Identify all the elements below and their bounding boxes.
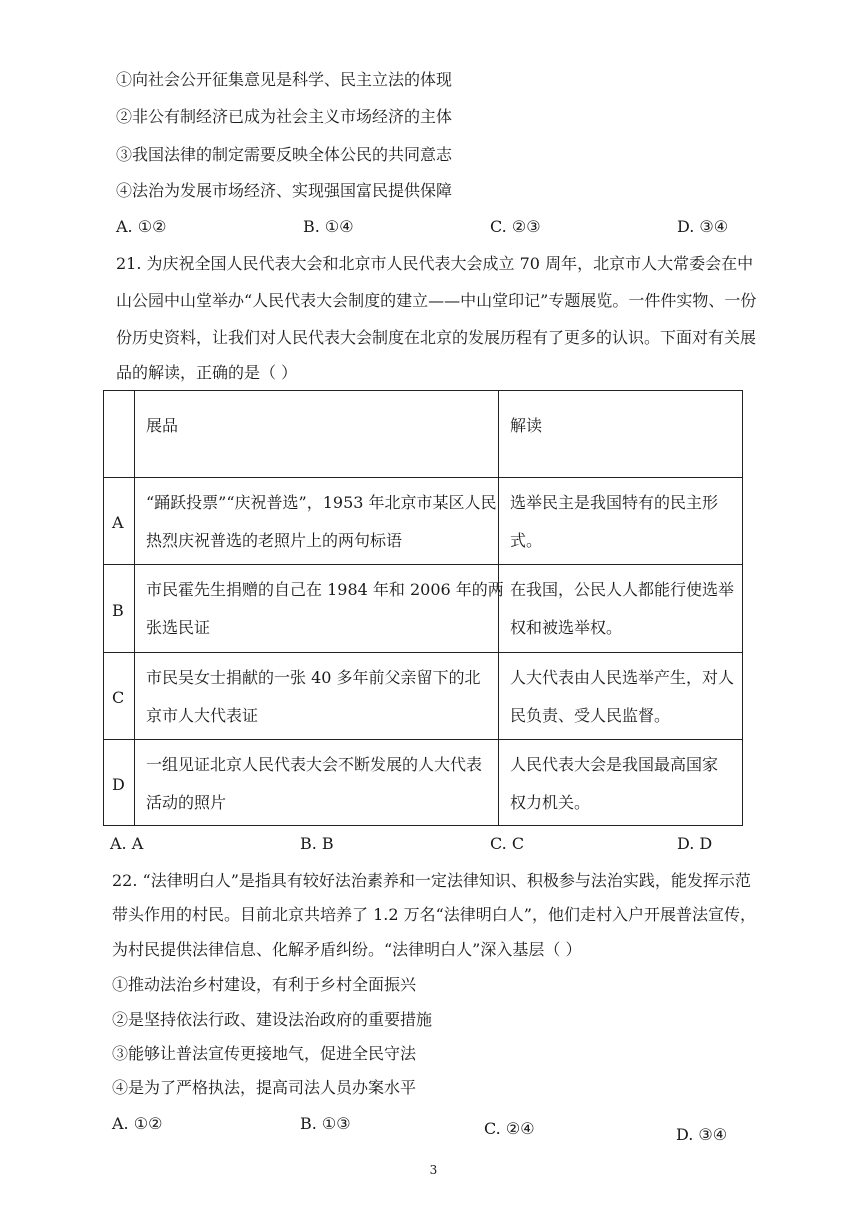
q22-item-4: ④是为了严格执法，提高司法人员办案水平 (112, 1078, 417, 1097)
table-header-reading: 解读 (510, 416, 543, 435)
q22-option-a: A. ①② (112, 1114, 163, 1133)
q21-stem-line-1: 21. 为庆祝全国人民代表大会和北京市人民代表大会成立 70 周年，北京市人大常委会在中 (116, 254, 754, 273)
page-number: 3 (429, 1163, 438, 1177)
table-row-label-a: A (112, 513, 124, 532)
q21-stem-line-3: 份历史资料，让我们对人民代表大会制度在北京的发展历程有了更多的认识。下面对有关展 (116, 328, 757, 347)
q20-option-c: C. ②③ (490, 217, 541, 236)
table-row-label-c: C (112, 688, 125, 707)
q21-stem-line-4: 品的解读，正确的是（ ） (116, 363, 298, 382)
table-row-a-reading: 选举民主是我国特有的民主形 式。 (510, 493, 719, 550)
table-row-divider (104, 477, 742, 478)
q22-option-c: C. ②④ (484, 1119, 535, 1138)
q20-option-a: A. ①② (116, 217, 167, 236)
q22-item-3: ③能够让普法宣传更接地气，促进全民守法 (112, 1044, 417, 1063)
table-row-d-reading: 人民代表大会是我国最高国家 权力机关。 (510, 755, 719, 812)
q20-item-4: ④法治为发展市场经济、实现强国富民提供保障 (116, 181, 453, 200)
q20-item-1: ①向社会公开征集意见是科学、民主立法的体现 (116, 70, 453, 89)
q21-option-c: C. C (490, 834, 525, 853)
table-column-divider (134, 391, 135, 825)
q20-option-d: D. ③④ (677, 217, 729, 236)
q22-item-1: ①推动法治乡村建设，有利于乡村全面振兴 (112, 975, 417, 994)
q22-stem-line-3: 为村民提供法律信息、化解矛盾纠纷。“法律明白人”深入基层（ ） (112, 940, 582, 959)
q21-option-a: A. A (110, 834, 144, 853)
q22-stem-line-2: 带头作用的村民。目前北京共培养了 1.2 万名“法律明白人”，他们走村入户开展普法宣传， (112, 905, 756, 924)
q22-option-d: D. ③④ (676, 1125, 728, 1144)
q20-item-3: ③我国法律的制定需要反映全体公民的共同意志 (116, 145, 453, 164)
table-row-divider (104, 652, 742, 653)
table-row-label-d: D (112, 775, 125, 794)
q20-option-b: B. ①④ (303, 217, 354, 236)
table-row-c-exhibit: 市民吴女士捐献的一张 40 多年前父亲留下的北 京市人大代表证 (146, 668, 481, 725)
q22-option-b: B. ①③ (300, 1114, 351, 1133)
table-header-exhibit: 展品 (146, 416, 179, 435)
q21-option-b: B. B (300, 834, 334, 853)
table-row-d-exhibit: 一组见证北京人民代表大会不断发展的人大代表 活动的照片 (146, 755, 483, 812)
table-row-b-reading: 在我国，公民人人都能行使选举 权和被选举权。 (510, 580, 735, 637)
table-row-divider (104, 739, 742, 740)
table-row-divider (104, 564, 742, 565)
table-row-label-b: B (112, 601, 124, 620)
q21-stem-line-2: 山公园中山堂举办“人民代表大会制度的建立——中山堂印记”专题展览。一件件实物、一份 (116, 291, 757, 310)
q20-item-2: ②非公有制经济已成为社会主义市场经济的主体 (116, 107, 453, 126)
q22-item-2: ②是坚持依法行政、建设法治政府的重要措施 (112, 1010, 433, 1029)
q21-exhibit-table (103, 390, 743, 826)
table-row-c-reading: 人大代表由人民选举产生，对人 民负责、受人民监督。 (510, 668, 735, 725)
table-row-a-exhibit: “踊跃投票”“庆祝普选”，1953 年北京市某区人民 热烈庆祝普选的老照片上的两句标语 (146, 493, 497, 550)
q22-stem-line-1: 22. “法律明白人”是指具有较好法治素养和一定法律知识、积极参与法治实践，能发挥示范 (112, 871, 751, 890)
table-row-b-exhibit: 市民霍先生捐赠的自己在 1984 年和 2006 年的两 张选民证 (146, 580, 504, 637)
q21-option-d: D. D (677, 834, 713, 853)
